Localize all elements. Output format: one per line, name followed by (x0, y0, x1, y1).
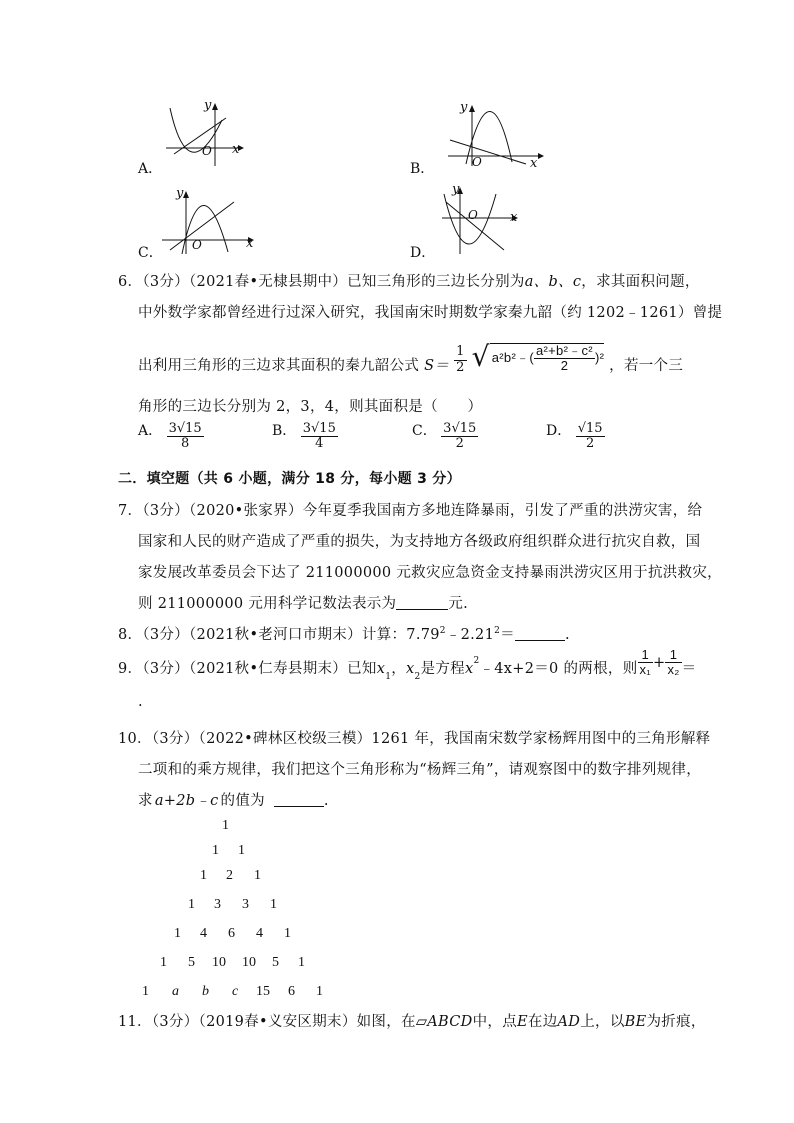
q9-frac-1-den: x₁ (639, 662, 651, 678)
q8-sup-2: 2 (494, 626, 501, 637)
q9-frac-1 (638, 648, 654, 678)
q9-line (118, 648, 696, 692)
option-d-y-axis-label: y (452, 182, 460, 197)
q6-option-a-den: 8 (167, 436, 204, 451)
q11-be: BE (624, 1014, 647, 1030)
triangle-cell: 10 (242, 955, 256, 970)
q7-line-4 (138, 592, 468, 613)
q6-sqrt-icon: √ (471, 340, 490, 373)
q8-post: . (564, 627, 570, 643)
q6-line-3-pre: 出利用三角形的三边求其面积的秦九韶公式 (138, 358, 420, 374)
q10-answer-blank[interactable] (274, 792, 324, 807)
q6-line-1-text: 6．（3分）（2021春•无棣县期中）已知三角形的三边长分别为 (118, 274, 525, 290)
triangle-cell: 1 (188, 897, 195, 912)
q6-inner-num: a²+b²﹣c² (536, 342, 593, 358)
q6-line-2: 中外数学家都曾经进行过深入研究，我国南宋时期数学家秦九韶（约 1202﹣1261）曾提 (138, 305, 723, 321)
option-d-x-axis-label: x (510, 210, 518, 225)
option-a-origin-label: O (202, 144, 212, 158)
q7-line-3: 家发展改革委员会下达了 211000000 元救灾应急资金支持暴雨洪涝灾区用于抗洪救灾， (138, 565, 722, 581)
q9-plus: + (653, 654, 666, 671)
option-a-x-axis-label: x (232, 142, 240, 157)
q11-pre: 11．（3分）（2019春•义安区期末）如图，在▱ (118, 1014, 428, 1030)
option-b-y-axis-label: y (460, 100, 468, 115)
triangle-cell: 1 (316, 984, 323, 999)
q10-line-3-post: 的值为 (220, 793, 265, 809)
triangle-cell: 1 (254, 868, 261, 883)
triangle-cell-b: b (202, 984, 209, 999)
q9-x2: x (406, 660, 415, 677)
q9-mid: 是方程 (420, 660, 465, 677)
q11-ad: AD (557, 1014, 581, 1030)
q8-pre: 8．（3分）（2021秋•老河口市期末）计算：7.79 (118, 627, 440, 643)
q8-mid: ﹣2.21 (445, 627, 495, 643)
q6-option-b-frac (301, 422, 338, 452)
triangle-cell: 1 (142, 984, 149, 999)
q8-sup-1: 2 (439, 626, 446, 637)
triangle-cell: 15 (256, 984, 270, 999)
q6-option-d-frac (576, 422, 605, 452)
q11-post: 为折痕， (646, 1014, 706, 1030)
triangle-cell: 1 (270, 897, 277, 912)
triangle-cell: 1 (160, 955, 167, 970)
q6-option-b[interactable] (272, 422, 338, 452)
q6-option-c-label: C． (412, 422, 437, 439)
q7-line-1: 7．（3分）（2020•张家界）今年夏季我国南方多地连降暴雨，引发了严重的洪涝灾害，给 (118, 503, 703, 519)
q10-line-3 (138, 789, 329, 810)
q10-dot: . (323, 793, 329, 809)
q6-line-4: 角形的三边长分别为 2，3，4，则其面积是（ ） (138, 399, 483, 415)
q8-line (118, 623, 570, 644)
q11-line (118, 1010, 706, 1031)
triangle-cell: 1 (298, 955, 305, 970)
q6-option-d-den: 2 (576, 436, 605, 451)
triangle-cell: 4 (200, 926, 207, 941)
triangle-cell: 5 (188, 955, 195, 970)
q6-line-1 (118, 270, 700, 291)
q6-option-c-den: 2 (441, 436, 478, 451)
triangle-cell: 2 (226, 868, 233, 883)
q6-option-b-num: 3√15 (302, 421, 336, 436)
q6-half-num: 1 (456, 344, 465, 360)
triangle-cell-c: c (232, 984, 239, 999)
q6-option-a-num: 3√15 (168, 421, 202, 436)
option-d-origin-label: O (468, 208, 478, 222)
option-b-x-axis-label: x (530, 156, 538, 171)
q9-eqn-sup: 2 (473, 655, 480, 666)
q6-inner-den: 2 (534, 358, 595, 373)
q6-line-3 (138, 333, 683, 379)
option-c-graph[interactable] (138, 186, 258, 261)
q9-frac-2-num: 1 (669, 647, 678, 662)
triangle-cell: 6 (228, 926, 235, 941)
q9-x1-sub: 1 (385, 671, 392, 682)
option-a-y-axis-label: y (204, 98, 212, 113)
triangle-cell: 1 (284, 926, 291, 941)
option-a-graph[interactable] (138, 100, 248, 180)
q6-radicand-post: )² (594, 350, 605, 365)
q7-line-2: 国家和人民的财产造成了严重的损失，为支持地方各级政府组织群众进行抗灾自救，国 (138, 534, 701, 550)
triangle-cell: 1 (222, 818, 229, 833)
q11-abcd: ABCD (427, 1014, 473, 1030)
q6-radicand (490, 343, 604, 374)
q6-line-3-post: ，若一个三 (609, 358, 684, 374)
q9-frac-2-den: x₂ (667, 662, 680, 678)
q10-expr: a+2b﹣c (154, 793, 219, 809)
q11-mid-3: 上，以 (580, 1014, 625, 1030)
triangle-cell: 1 (174, 926, 181, 941)
q6-radicand-pre: a²b²﹣( (491, 350, 534, 365)
q9-x2-sub: 2 (414, 671, 421, 682)
q7-line-4-pre: 则 211000000 元用科学记数法表示为 (138, 596, 397, 612)
q9-dot: . (138, 694, 143, 710)
q6-option-c-num: 3√15 (443, 421, 477, 436)
q9-eq: ＝ (681, 660, 697, 677)
triangle-cell: 4 (256, 926, 263, 941)
q11-mid-2: 在边 (527, 1014, 558, 1030)
q9-x1: x (376, 660, 386, 677)
triangle-cell: 5 (272, 955, 279, 970)
q6-option-c[interactable] (412, 422, 478, 452)
q6-option-b-den: 4 (301, 436, 338, 451)
q9-frac-1-num: 1 (641, 647, 650, 662)
option-c-plot (160, 188, 256, 254)
q6-vars: a、b、c (524, 274, 582, 290)
option-a-label: A． (138, 161, 163, 177)
q7-line-4-post: 元. (448, 596, 469, 612)
triangle-cell: 1 (238, 843, 245, 858)
q8-answer-blank[interactable] (515, 626, 565, 641)
q6-half-den: 2 (456, 359, 465, 375)
q11-mid-1: 中，点 (472, 1014, 518, 1030)
q10-line-3-pre: 求 (138, 793, 153, 809)
triangle-cell: 3 (214, 897, 221, 912)
q9-eqn-x: x (464, 660, 474, 677)
q10-line-2: 二项和的乘方规律，我们把这个三角形称为“杨辉三角”，请观察图中的数字排列规律， (138, 762, 702, 778)
q6-option-d-num: √15 (577, 421, 603, 436)
q7-answer-blank[interactable] (396, 595, 448, 610)
q6-option-d-label: D． (546, 422, 572, 439)
option-c-x-axis-label: x (246, 236, 254, 251)
option-b-graph[interactable] (410, 100, 550, 180)
q10-line-1: 10．（3分）（2022•碑林区校级三模）1261 年，我国南宋数学家杨辉用图中的三角形解释 (118, 731, 711, 747)
q6-line-1-end: ，求其面积问题， (581, 274, 700, 290)
q6-option-a-label: A． (138, 422, 163, 439)
option-c-y-axis-label: y (176, 186, 184, 201)
triangle-cell: 10 (212, 955, 226, 970)
section-2-title: 二．填空题（共 6 小题，满分 18 分，每小题 3 分） (118, 471, 461, 487)
option-c-origin-label: O (192, 238, 202, 252)
option-c-label: C． (138, 245, 163, 261)
q6-option-c-frac (441, 422, 478, 452)
q9-pre: 9．（3分）（2021秋•仁寿县期末）已知 (118, 660, 377, 677)
q9-frac-2 (665, 648, 681, 678)
option-b-label: B． (410, 161, 435, 177)
q6-option-d[interactable] (546, 422, 605, 452)
triangle-cell: 3 (242, 897, 249, 912)
q9-eqn-rest: ﹣4x+2＝0 的两根，则 (479, 660, 638, 677)
q11-e: E (517, 1014, 528, 1030)
q6-formula-s: S＝ (424, 358, 450, 374)
triangle-cell: 1 (212, 843, 219, 858)
q6-option-a-frac (167, 422, 204, 452)
triangle-cell: 6 (288, 984, 295, 999)
q8-eq: ＝ (500, 627, 515, 643)
q9-comma: ， (391, 660, 407, 677)
option-d-label: D． (410, 245, 436, 261)
triangle-cell-a: a (172, 984, 179, 999)
triangle-cell: 1 (200, 868, 207, 883)
q6-inner-frac (534, 344, 595, 374)
q6-option-a[interactable] (138, 422, 204, 452)
yang-hui-triangle (130, 816, 350, 1000)
option-d-graph[interactable] (410, 182, 530, 261)
q6-formula-half (454, 345, 467, 375)
q6-option-b-label: B． (272, 422, 297, 439)
option-b-origin-label: O (472, 155, 482, 169)
